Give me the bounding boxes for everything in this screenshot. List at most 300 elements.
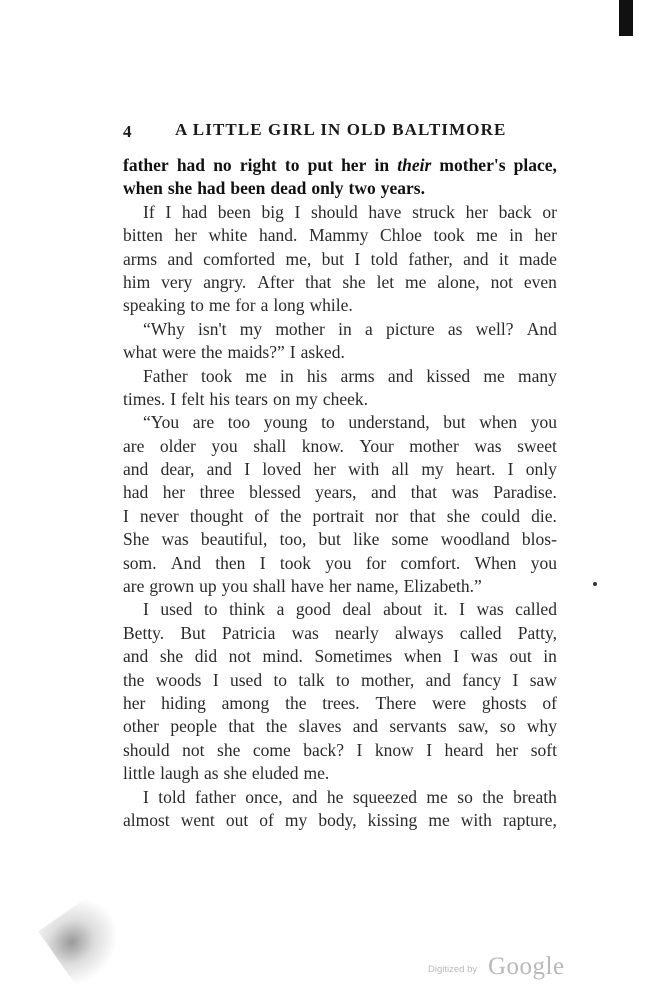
word: with xyxy=(348,459,380,480)
word: had xyxy=(197,178,226,199)
text-line xyxy=(123,645,557,668)
word: I xyxy=(289,342,296,363)
word: Father xyxy=(143,365,188,386)
word: arms xyxy=(340,365,375,386)
text-line xyxy=(123,598,557,621)
word: that xyxy=(228,716,255,737)
text-line xyxy=(123,715,557,738)
text-line xyxy=(123,154,557,177)
word: fancy xyxy=(462,669,502,690)
text-line xyxy=(123,575,557,598)
word: I xyxy=(143,786,149,807)
word: and xyxy=(387,365,414,386)
word: her xyxy=(534,225,557,246)
word: rapture, xyxy=(502,809,557,830)
word: There xyxy=(375,692,417,713)
word: to xyxy=(273,669,288,690)
word: that xyxy=(305,271,332,292)
word: my xyxy=(421,459,444,480)
word: very xyxy=(161,271,193,292)
word: me xyxy=(426,786,448,807)
word: a xyxy=(364,318,373,339)
word: of xyxy=(259,809,274,830)
word: father xyxy=(123,155,169,175)
word: you xyxy=(211,435,238,456)
word: Patricia xyxy=(221,622,276,643)
word: Betty. xyxy=(123,622,165,643)
word: father xyxy=(194,786,236,807)
word: nearly xyxy=(335,622,379,643)
word: understand, xyxy=(348,412,430,433)
word: mind. xyxy=(262,646,303,667)
word: young xyxy=(263,412,308,433)
word: think xyxy=(229,599,266,620)
word: well? xyxy=(475,318,514,339)
word: If xyxy=(143,201,155,222)
word: portrait xyxy=(312,505,364,526)
word: her xyxy=(495,739,519,760)
word: place, xyxy=(513,155,557,175)
word: three xyxy=(199,482,235,503)
word: she xyxy=(217,739,241,760)
word: it xyxy=(498,248,509,269)
word: have xyxy=(368,201,402,222)
word: what xyxy=(123,342,158,363)
word: out xyxy=(509,646,532,667)
word: went xyxy=(180,809,215,830)
word: nor xyxy=(375,505,399,526)
word: When xyxy=(474,552,517,573)
word: in xyxy=(374,155,390,175)
text-line xyxy=(123,505,557,528)
text-line xyxy=(123,692,557,715)
word: that xyxy=(409,505,436,526)
word: mother xyxy=(409,435,459,456)
text-line xyxy=(123,271,557,294)
word: she xyxy=(159,646,184,667)
word: name, xyxy=(356,576,399,597)
word: cheek. xyxy=(322,388,368,409)
word: asked. xyxy=(300,342,345,363)
word: know xyxy=(374,739,414,760)
word: of xyxy=(254,505,269,526)
word: had xyxy=(123,482,149,503)
word: of xyxy=(542,692,557,713)
text-line xyxy=(123,248,557,271)
word: when xyxy=(479,412,518,433)
text-line xyxy=(123,458,557,481)
word: Sometimes xyxy=(314,646,393,667)
word: other xyxy=(123,716,159,737)
word: isn't xyxy=(198,318,227,339)
word: had xyxy=(181,201,208,222)
scan-speck xyxy=(593,582,597,586)
word: her xyxy=(328,576,352,597)
word: took xyxy=(433,225,465,246)
word: used xyxy=(160,599,193,620)
word: right xyxy=(239,155,277,175)
word: years. xyxy=(380,178,425,199)
word: me, xyxy=(285,248,312,269)
word: saw xyxy=(529,669,557,690)
text-line xyxy=(123,528,557,551)
word: with xyxy=(460,809,492,830)
word: ghosts xyxy=(481,692,527,713)
word: bitten xyxy=(123,225,163,246)
word: saw, xyxy=(458,716,489,737)
word xyxy=(397,154,431,177)
word: angry. xyxy=(203,271,247,292)
word: took xyxy=(279,552,311,573)
word: mother, xyxy=(361,669,415,690)
running-title: A LITTLE GIRL IN OLD BALTIMORE xyxy=(175,120,507,139)
word: mother's xyxy=(439,155,506,175)
word: called xyxy=(515,599,557,620)
word: I xyxy=(426,739,433,760)
word: never xyxy=(139,505,179,526)
word: her xyxy=(174,225,197,246)
word: deal xyxy=(342,599,372,620)
word: a xyxy=(276,599,285,620)
word: laugh xyxy=(160,763,199,784)
word: her xyxy=(162,482,186,503)
word: took xyxy=(200,365,233,386)
word: beautiful, xyxy=(200,529,268,550)
word: Your xyxy=(359,435,394,456)
word: dear, xyxy=(160,459,195,480)
word: are xyxy=(123,576,145,597)
word: as xyxy=(447,318,463,339)
word: comfort. xyxy=(400,552,461,573)
word: slaves xyxy=(298,716,342,737)
word: put xyxy=(307,155,333,175)
text-line xyxy=(123,786,557,809)
word: and xyxy=(370,482,397,503)
word: it. xyxy=(433,599,448,620)
word: could xyxy=(481,505,521,526)
word: eluded xyxy=(251,763,299,784)
word: as xyxy=(203,763,219,784)
word: and xyxy=(352,716,379,737)
word: been xyxy=(217,201,251,222)
word: are xyxy=(123,435,145,456)
word: picture xyxy=(386,318,435,339)
word: too, xyxy=(279,529,307,550)
word: Chloe xyxy=(380,225,422,246)
text-line xyxy=(123,294,557,317)
text-line xyxy=(123,341,557,364)
word: were xyxy=(162,342,197,363)
word: all xyxy=(391,459,410,480)
word: She xyxy=(123,529,150,550)
word: heard xyxy=(444,739,484,760)
word: sweet xyxy=(517,435,557,456)
word: been xyxy=(230,178,266,199)
scan-edge-mark xyxy=(619,0,633,36)
text-line xyxy=(123,224,557,247)
word: she xyxy=(446,505,471,526)
word: Patty, xyxy=(517,622,557,643)
word: and xyxy=(292,786,318,807)
word: I xyxy=(244,459,251,480)
word: and xyxy=(463,248,489,269)
word: should xyxy=(311,201,358,222)
word: struck xyxy=(412,201,455,222)
word: once, xyxy=(245,786,283,807)
word: two xyxy=(348,178,376,199)
word: but xyxy=(443,412,466,433)
word: to xyxy=(321,412,335,433)
word: to xyxy=(284,155,300,175)
word: alone, xyxy=(437,271,480,292)
scan-shadow xyxy=(38,891,135,988)
word: And xyxy=(526,318,557,339)
word: blessed xyxy=(249,482,301,503)
emphasized-word: their xyxy=(397,155,432,175)
word: to xyxy=(190,295,204,316)
word: was xyxy=(476,599,504,620)
word: that xyxy=(410,482,437,503)
word: I xyxy=(143,599,149,620)
word: in xyxy=(543,646,557,667)
word: among xyxy=(221,692,270,713)
word: hiding xyxy=(161,692,206,713)
word: loved xyxy=(262,459,302,480)
word: I xyxy=(354,248,361,269)
word: my xyxy=(239,318,263,339)
word: breath xyxy=(513,786,557,807)
word: I xyxy=(123,505,129,526)
word: the xyxy=(201,342,223,363)
word: when xyxy=(123,178,163,199)
text-line xyxy=(123,201,557,224)
word: me xyxy=(476,225,498,246)
word: soft xyxy=(530,739,557,760)
word: After xyxy=(257,271,295,292)
word: the xyxy=(482,786,504,807)
word: And xyxy=(170,552,201,573)
word: while. xyxy=(309,295,353,316)
text-line xyxy=(123,739,557,762)
word: and xyxy=(167,248,193,269)
word: you xyxy=(325,552,352,573)
word: was xyxy=(474,435,502,456)
running-head xyxy=(123,118,559,146)
word: Elizabeth.” xyxy=(403,576,482,597)
word: I xyxy=(356,739,363,760)
text-line xyxy=(123,365,557,388)
word: I xyxy=(294,201,301,222)
text-line xyxy=(123,809,557,832)
word: long xyxy=(273,295,305,316)
word: woodland xyxy=(440,529,510,550)
word: when xyxy=(403,646,442,667)
word: come xyxy=(252,739,291,760)
word: “Why xyxy=(143,318,185,339)
word: did xyxy=(194,646,218,667)
word: dead xyxy=(270,178,307,199)
word: know. xyxy=(301,435,344,456)
word: but xyxy=(318,529,341,550)
text-line xyxy=(123,435,557,458)
word: comforted xyxy=(203,248,276,269)
word: back xyxy=(498,201,532,222)
word: his xyxy=(209,388,230,409)
word: like xyxy=(353,529,380,550)
google-logo: Google xyxy=(488,953,565,980)
word: kissed xyxy=(426,365,471,386)
word: her xyxy=(123,692,146,713)
word: white xyxy=(208,225,248,246)
word: “You xyxy=(143,412,180,433)
word: my xyxy=(295,388,318,409)
word: I xyxy=(212,669,219,690)
word: I xyxy=(512,669,519,690)
google-watermark xyxy=(428,953,568,983)
word: the xyxy=(265,716,288,737)
text-line xyxy=(123,318,557,341)
word: was xyxy=(161,529,189,550)
watermark-prefix: Digitized by xyxy=(428,964,478,975)
word: out xyxy=(225,809,249,830)
word: had xyxy=(176,155,206,175)
word: years, xyxy=(315,482,357,503)
word: heart. xyxy=(455,459,496,480)
word: called xyxy=(459,622,502,643)
word: no xyxy=(213,155,232,175)
word: talk xyxy=(298,669,325,690)
word: you xyxy=(530,412,557,433)
word: have xyxy=(290,576,324,597)
word: in xyxy=(279,365,294,386)
word: told xyxy=(370,248,398,269)
word: my xyxy=(284,809,308,830)
word: was xyxy=(470,646,498,667)
word: so xyxy=(499,716,516,737)
word: me xyxy=(405,271,427,292)
word: the xyxy=(280,505,302,526)
word: kissing xyxy=(367,809,418,830)
word: hand. xyxy=(259,225,298,246)
word: on xyxy=(272,388,291,409)
word: his xyxy=(306,365,328,386)
word: why xyxy=(526,716,557,737)
word: Paradise. xyxy=(493,482,557,503)
word: let xyxy=(376,271,395,292)
word: and xyxy=(123,646,149,667)
word: and xyxy=(425,669,451,690)
word: I xyxy=(453,646,460,667)
word: for xyxy=(235,295,256,316)
page-number: 4 xyxy=(123,122,133,141)
word: too xyxy=(227,412,251,433)
word: the xyxy=(285,692,307,713)
word: grown xyxy=(149,576,195,597)
word: almost xyxy=(123,809,170,830)
word: a xyxy=(260,295,269,316)
text-line xyxy=(123,622,557,645)
word: him xyxy=(123,271,151,292)
word: maids?” xyxy=(227,342,285,363)
word: the xyxy=(123,669,145,690)
word: should xyxy=(123,739,170,760)
word: some xyxy=(391,529,429,550)
word: even xyxy=(523,271,557,292)
word: felt xyxy=(181,388,205,409)
body-text xyxy=(123,154,557,832)
word: so xyxy=(457,786,473,807)
word: speaking xyxy=(123,295,186,316)
word: her xyxy=(341,155,367,175)
word: in xyxy=(338,318,352,339)
text-line xyxy=(123,177,557,200)
word: But xyxy=(180,622,206,643)
word: big xyxy=(261,201,284,222)
word: up xyxy=(199,576,217,597)
word: me. xyxy=(303,763,330,784)
word: I xyxy=(259,552,266,573)
text-line xyxy=(123,669,557,692)
word: made xyxy=(519,248,557,269)
word: used xyxy=(230,669,263,690)
word: thought xyxy=(189,505,244,526)
text-line xyxy=(123,388,557,411)
word: shall xyxy=(253,435,287,456)
word: always xyxy=(394,622,444,643)
word: blos- xyxy=(521,529,557,550)
word: was xyxy=(451,482,479,503)
word: she xyxy=(223,763,247,784)
word: Mammy xyxy=(309,225,369,246)
word: people xyxy=(170,716,217,737)
word: her xyxy=(465,201,488,222)
word: you xyxy=(530,552,557,573)
word: about xyxy=(383,599,422,620)
word: I xyxy=(507,459,514,480)
word: she xyxy=(342,271,366,292)
word: but xyxy=(321,248,344,269)
word: for xyxy=(365,552,387,573)
text-line xyxy=(123,762,557,785)
word: die. xyxy=(531,505,557,526)
word: not xyxy=(182,739,205,760)
word: then xyxy=(215,552,246,573)
word: me xyxy=(483,365,505,386)
word: not xyxy=(490,271,513,292)
word: me xyxy=(428,809,450,830)
word: me xyxy=(245,365,267,386)
word: you xyxy=(221,576,248,597)
word: little xyxy=(123,763,156,784)
word: I xyxy=(459,599,465,620)
word: are xyxy=(192,412,215,433)
word: woods xyxy=(155,669,202,690)
word: her xyxy=(313,459,336,480)
word: not xyxy=(228,646,251,667)
word: me xyxy=(208,295,231,316)
word: tears xyxy=(234,388,268,409)
word: in xyxy=(509,225,523,246)
word: told xyxy=(158,786,186,807)
text-line xyxy=(123,411,557,434)
word: were xyxy=(432,692,467,713)
word: and xyxy=(206,459,232,480)
word: som. xyxy=(123,552,157,573)
word: or xyxy=(542,201,557,222)
word: to xyxy=(203,599,218,620)
word: I xyxy=(170,388,177,409)
word: he xyxy=(326,786,344,807)
